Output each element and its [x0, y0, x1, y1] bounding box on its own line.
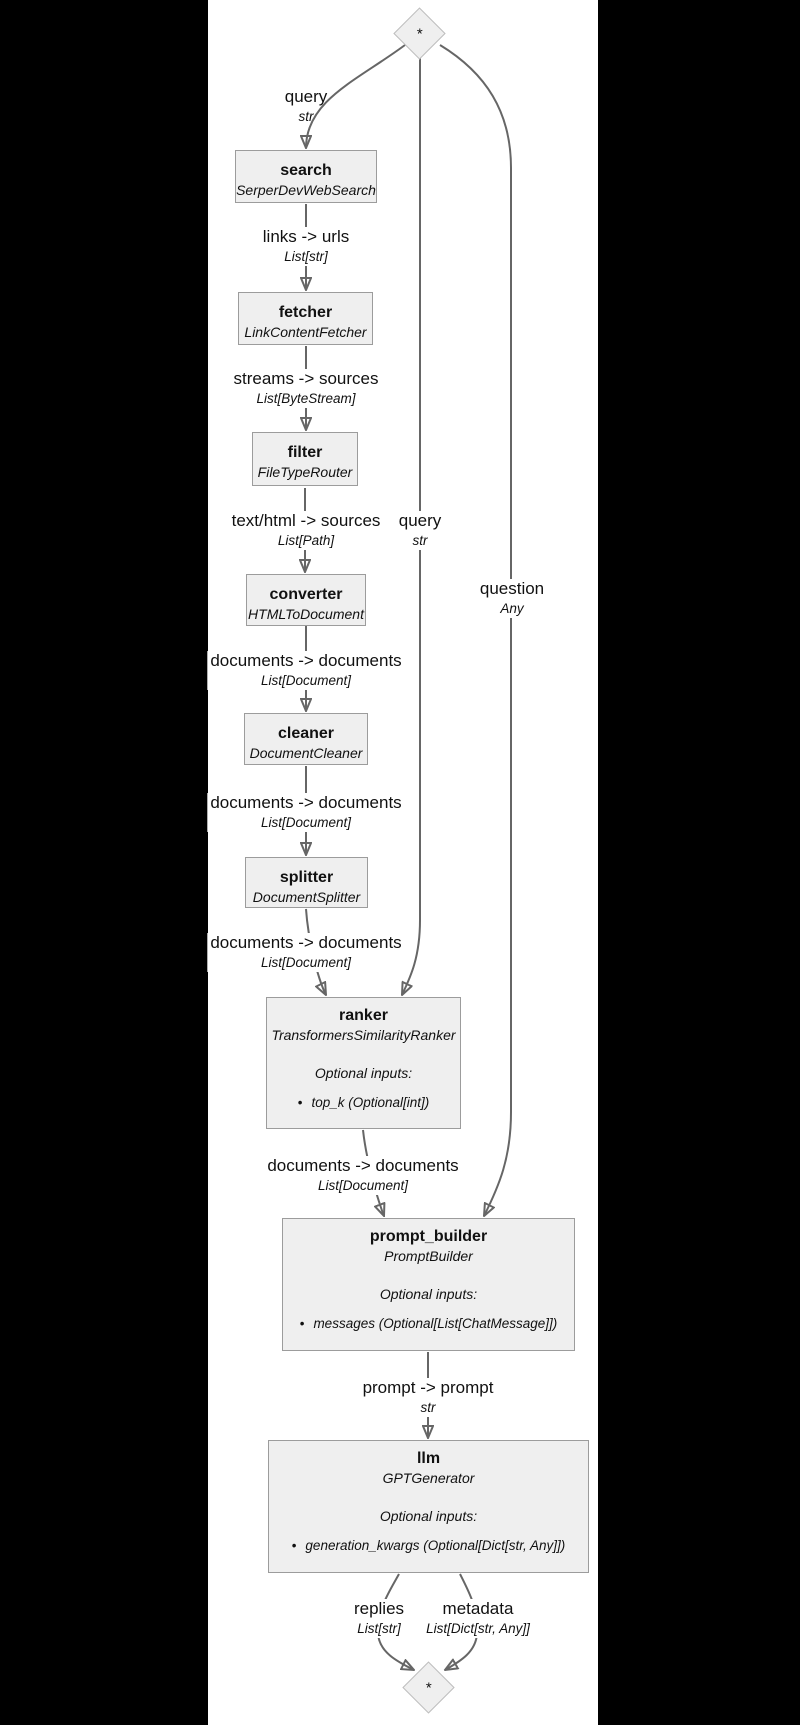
- edge-label-text: metadata: [442, 1599, 514, 1618]
- node-name: llm: [416, 1450, 441, 1467]
- edge-label-type: List[Dict[str, Any]]: [426, 1621, 530, 1636]
- optional-input-item: [283, 1314, 574, 1333]
- edge-label-type: List[Document]: [260, 673, 352, 688]
- start-terminal-label: *: [416, 25, 423, 42]
- node-name: splitter: [279, 869, 334, 886]
- edge-label-text: documents -> documents: [267, 1156, 459, 1175]
- edge-label-type: List[Document]: [260, 815, 352, 830]
- edge-label-text: links -> urls: [262, 227, 350, 246]
- edge-label-text: text/html -> sources: [231, 511, 381, 530]
- node-prompt-builder: [282, 1218, 575, 1351]
- edge-label-question: [477, 579, 547, 618]
- edge-label-text: query: [398, 511, 442, 530]
- node-class: FileTypeRouter: [257, 464, 353, 480]
- optional-inputs-header: Optional inputs:: [379, 1508, 478, 1524]
- node-class: HTMLToDocument: [248, 606, 364, 622]
- node-splitter: [245, 857, 368, 908]
- node-search: [235, 150, 377, 203]
- edge-label-type: str: [420, 1400, 436, 1415]
- node-name: cleaner: [277, 725, 335, 742]
- edge-label-text: documents -> documents: [210, 933, 402, 952]
- node-llm: [268, 1440, 589, 1573]
- edge-label-type: List[Document]: [317, 1178, 409, 1193]
- edge-label-type: str: [298, 109, 314, 124]
- edge-label-documents-1: [207, 651, 404, 690]
- node-class: DocumentSplitter: [252, 889, 361, 905]
- node-name: ranker: [339, 1007, 388, 1024]
- edge-label-text: question: [479, 579, 545, 598]
- node-name: fetcher: [278, 304, 333, 321]
- edge-label-text: query: [284, 87, 328, 106]
- bullet-icon: •: [297, 1095, 303, 1110]
- edge-label-metadata: [423, 1599, 533, 1638]
- optional-inputs-header: Optional inputs:: [379, 1286, 478, 1302]
- node-class: LinkContentFetcher: [244, 324, 367, 340]
- node-ranker: [266, 997, 461, 1129]
- edge-label-texthtml-sources: [229, 511, 384, 550]
- edge-label-text: streams -> sources: [233, 369, 379, 388]
- node-class: PromptBuilder: [384, 1248, 473, 1264]
- node-converter: [246, 574, 366, 626]
- node-class: TransformersSimilarityRanker: [271, 1027, 456, 1043]
- edge-label-query-to-search: [285, 87, 328, 126]
- node-class: GPTGenerator: [382, 1470, 475, 1486]
- node-name: filter: [287, 444, 323, 461]
- edge-label-type: List[ByteStream]: [256, 391, 356, 406]
- edge-label-query-to-ranker: [396, 511, 445, 550]
- optional-input-item: [269, 1536, 588, 1555]
- edge-label-prompt: [360, 1378, 497, 1417]
- node-class: DocumentCleaner: [249, 745, 363, 761]
- end-terminal-label: *: [425, 1679, 432, 1696]
- bullet-icon: •: [299, 1316, 305, 1331]
- edge-label-replies: [351, 1599, 407, 1638]
- edge-label-type: List[str]: [284, 249, 328, 264]
- edge-label-documents-2: [207, 793, 404, 832]
- edge-label-streams-sources: [230, 369, 381, 408]
- optional-item-text: messages (Optional[List[ChatMessage]]): [313, 1316, 558, 1331]
- node-name: converter: [269, 586, 343, 603]
- node-cleaner: [244, 713, 368, 765]
- edge-label-documents-4: [264, 1156, 461, 1195]
- edge-label-type: str: [412, 533, 428, 548]
- edge-label-documents-3: [207, 933, 404, 972]
- edge-label-text: replies: [353, 1599, 405, 1618]
- edge-label-text: documents -> documents: [210, 793, 402, 812]
- edge-label-type: List[str]: [357, 1621, 401, 1636]
- optional-item-text: generation_kwargs (Optional[Dict[str, Any]]): [305, 1538, 566, 1553]
- node-class: SerperDevWebSearch: [236, 182, 376, 198]
- node-filter: [252, 432, 358, 486]
- edge-label-text: prompt -> prompt: [362, 1378, 494, 1397]
- edge-label-text: documents -> documents: [210, 651, 402, 670]
- edge-label-links-urls: [260, 227, 352, 266]
- bullet-icon: •: [291, 1538, 297, 1553]
- optional-input-item: [267, 1093, 460, 1112]
- optional-inputs-header: Optional inputs:: [314, 1065, 413, 1081]
- node-name: prompt_builder: [369, 1228, 488, 1245]
- node-fetcher: [238, 292, 373, 345]
- edge-label-type: List[Document]: [260, 955, 352, 970]
- node-name: search: [280, 162, 332, 179]
- edge-label-type: List[Path]: [277, 533, 335, 548]
- optional-item-text: top_k (Optional[int]): [311, 1095, 430, 1110]
- edge-label-type: Any: [500, 601, 524, 616]
